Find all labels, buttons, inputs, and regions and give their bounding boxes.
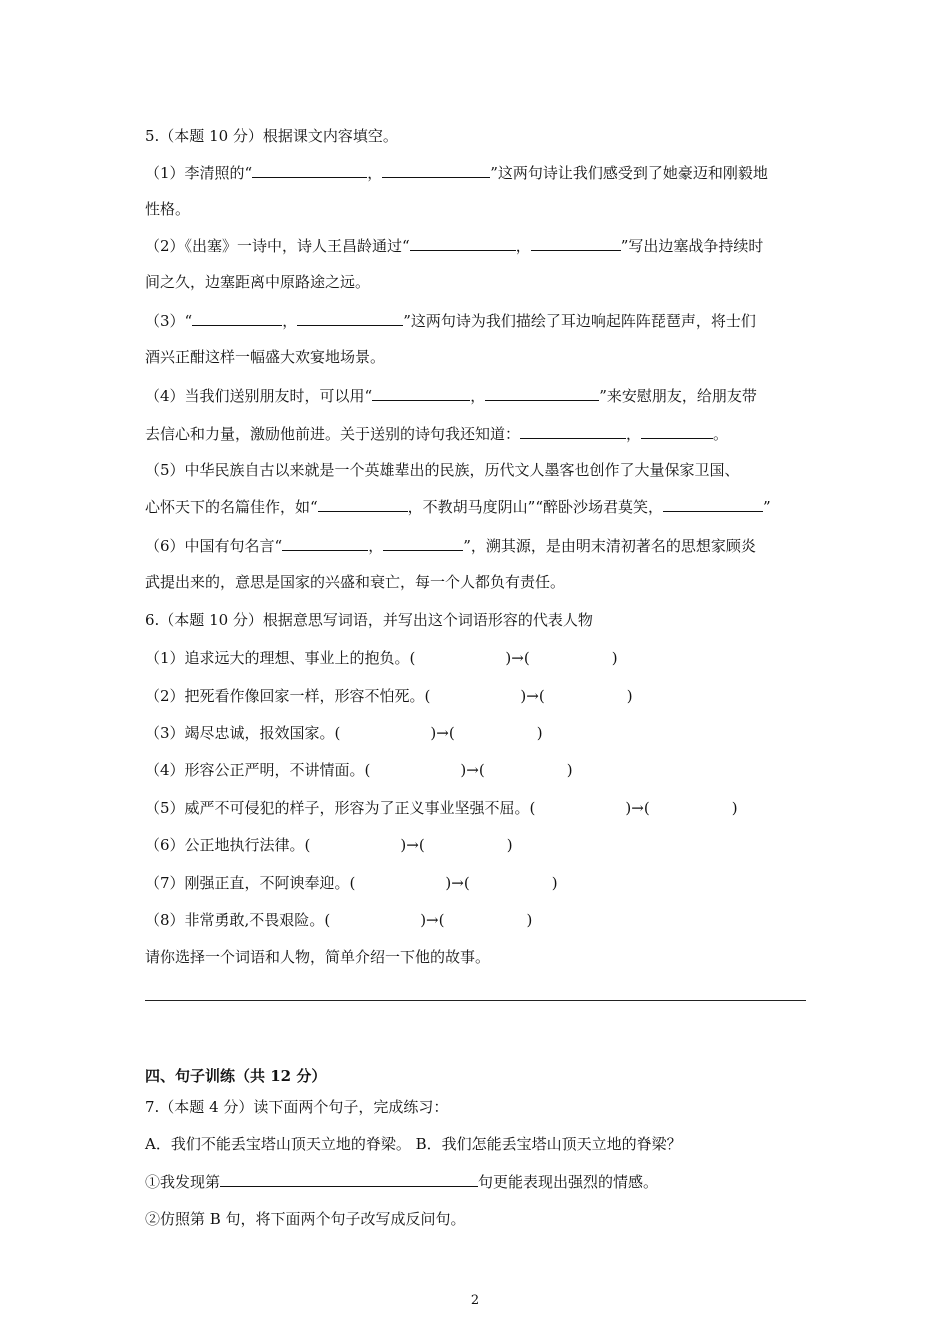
blank-6a[interactable] (282, 535, 368, 551)
q5-line-4-cont: 去信心和力量，激励他前进。关于送别的诗句我还知道： ， 。 (145, 425, 729, 443)
q5-line-5: （5）中华民族自古以来就是一个英雄辈出的民族，历代文人墨客也创作了大量保家卫国、 (145, 461, 740, 479)
blank-4c[interactable] (520, 423, 626, 439)
q7-sentences: A．我们不能丢宝塔山顶天立地的脊梁。 B．我们怎能丢宝塔山顶天立地的脊梁？ (145, 1135, 682, 1153)
q7-part-2: ②仿照第 B 句，将下面两个句子改写成反问句。 (145, 1210, 466, 1228)
blank-5b[interactable] (663, 496, 763, 512)
blank-4d[interactable] (641, 423, 713, 439)
blank-q7-1[interactable] (220, 1171, 478, 1187)
blank-2b[interactable] (531, 235, 621, 251)
blank-1b[interactable] (382, 162, 490, 178)
q6-title: 6.（本题 10 分）根据意思写词语，并写出这个词语形容的代表人物 (145, 611, 593, 629)
q5-line-1-cont: 性格。 (145, 200, 191, 218)
q6-item-6: （6）公正地执行法律。( )→( ) (145, 836, 513, 854)
blank-3a[interactable] (192, 310, 282, 326)
section-4-heading: 四、句子训练（共 12 分） (145, 1067, 327, 1085)
q6-story-prompt: 请你选择一个词语和人物，简单介绍一下他的故事。 (145, 948, 491, 966)
q5-title: 5.（本题 10 分）根据课文内容填空。 (145, 127, 398, 145)
q5-line-6-cont: 武提出来的，意思是国家的兴盛和衰亡，每一个人都负有责任。 (145, 573, 566, 591)
blank-2a[interactable] (410, 235, 516, 251)
q5-line-2: （2）《出塞》一诗中，诗人王昌龄通过“ ， ”写出边塞战争持续时 (145, 237, 764, 255)
q6-item-7: （7）刚强正直，不阿谀奉迎。( )→( ) (145, 874, 558, 892)
q6-item-8: （8）非常勇敢,不畏艰险。( )→( ) (145, 911, 533, 929)
q6-item-3: （3）竭尽忠诚，报效国家。( )→( ) (145, 724, 543, 742)
blank-4a[interactable] (372, 385, 470, 401)
blank-5a[interactable] (318, 496, 408, 512)
q5-line-4: （4）当我们送别朋友时，可以用“ ， ”来安慰朋友，给朋友带 (145, 387, 757, 405)
q6-item-5: （5）威严不可侵犯的样子，形容为了正义事业坚强不屈。( )→( ) (145, 799, 738, 817)
q7-title: 7.（本题 4 分）读下面两个句子，完成练习： (145, 1098, 449, 1116)
blank-6b[interactable] (383, 535, 463, 551)
page-number: 2 (470, 1293, 480, 1308)
q7-part-1: ①我发现第 句更能表现出强烈的情感。 (145, 1173, 659, 1191)
q5-line-1: （1）李清照的“ ， ”这两句诗让我们感受到了她豪迈和刚毅地 (145, 164, 768, 182)
q5-line-6: （6）中国有句名言“ ， ”，溯其源，是由明末清初著名的思想家顾炎 (145, 537, 756, 555)
q5-line-3-cont: 酒兴正酣这样一幅盛大欢宴地场景。 (145, 348, 386, 366)
q6-item-1: （1）追求远大的理想、事业上的抱负。( )→( ) (145, 649, 618, 667)
q6-item-4: （4）形容公正严明，不讲情面。( )→( ) (145, 761, 573, 779)
q5-line-3: （3）“ ， ”这两句诗为我们描绘了耳边响起阵阵琵琶声，将士们 (145, 312, 756, 330)
blank-4b[interactable] (485, 385, 599, 401)
q5-line-5-cont: 心怀天下的名篇佳作，如“ ，不教胡马度阴山”“醉卧沙场君莫笑， ” (145, 498, 771, 516)
q6-item-2: （2）把死看作像回家一样，形容不怕死。( )→( ) (145, 687, 633, 705)
blank-3b[interactable] (297, 310, 403, 326)
q5-line-2-cont: 间之久，边塞距离中原路途之远。 (145, 273, 371, 291)
story-answer-line[interactable] (145, 1000, 806, 1001)
blank-1a[interactable] (252, 162, 367, 178)
